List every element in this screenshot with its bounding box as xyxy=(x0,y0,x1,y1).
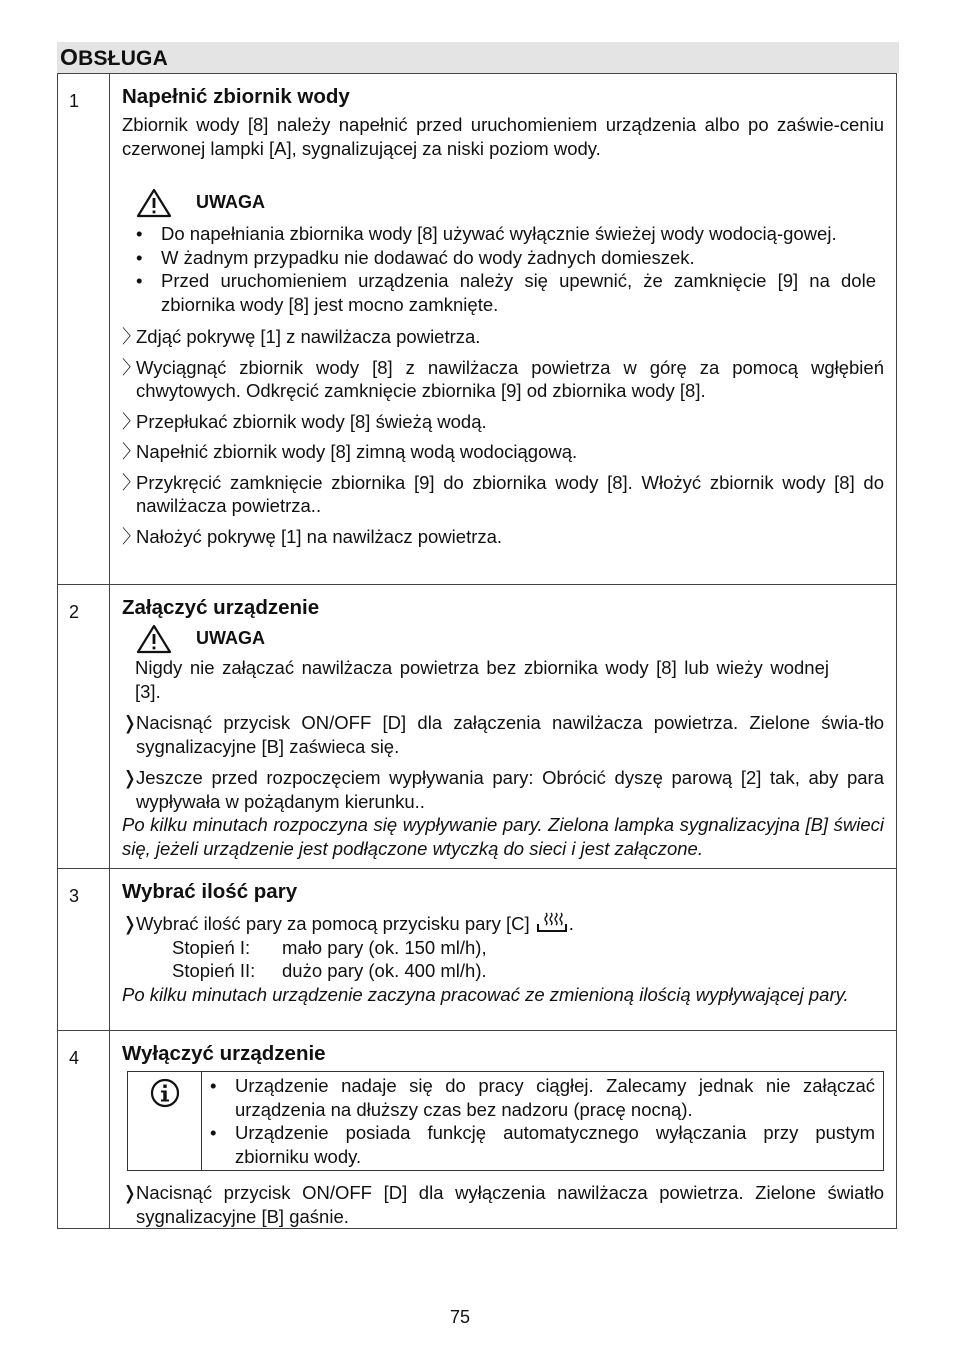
row-content xyxy=(110,1031,896,1228)
list-item: • Urządzenie posiada funkcję automatycznego wyłączania przy pustym zbiorniku wody. xyxy=(210,1122,875,1167)
warning-heading xyxy=(136,188,884,218)
table-row xyxy=(58,584,896,868)
info-text xyxy=(202,1072,883,1170)
table-row xyxy=(58,1030,896,1228)
row-content xyxy=(110,585,896,868)
step-number: 3 xyxy=(58,869,110,1030)
instruction-step: ❭Nacisnąć przycisk ON/OFF [D] dla załączenia nawilżacza powietrza. Zielone świa-tło sygnalizacyjne [B] zaświeca się. xyxy=(122,712,884,757)
list-item: • Urządzenie nadaje się do pracy ciągłej. Zalecamy jednak nie załączać urządzenia na dłuższy czas bez nadzoru (pracę nocną). xyxy=(210,1075,875,1120)
info-list xyxy=(210,1074,875,1168)
instruction-step: 〉Napełnić zbiornik wody [8] zimną wodą wodociągową. xyxy=(122,441,578,462)
section-title: Wyłączyć urządzenie xyxy=(122,1042,326,1065)
section-title: Wybrać ilość pary xyxy=(122,880,298,903)
step-number: 1 xyxy=(58,74,110,584)
step-number: 4 xyxy=(58,1031,110,1228)
warning-heading xyxy=(136,624,884,654)
instruction-step: 〉Przykręcić zamknięcie zbiornika [9] do zbiornika wody [8]. Włożyć zbiornik wody [8] do nawilżacza powietrza.. xyxy=(122,471,884,516)
info-icon xyxy=(150,1078,180,1108)
warning-list xyxy=(136,222,876,316)
list-item: • Przed uruchomieniem urządzenia należy się upewnić, że zamknięcie [9] na dole zbiornika wody [8] jest mocno zamknięte. xyxy=(136,270,876,315)
instruction-step: 〉Nałożyć pokrywę [1] na nawilżacz powietrza. xyxy=(122,525,503,547)
level-row: Stopień II: dużo pary (ok. 400 ml/h). xyxy=(172,960,487,981)
instruction-step: ❭Nacisnąć przycisk ON/OFF [D] dla wyłączenia nawilżacza powietrza. Zielone światło sygnalizacyjne [B] gaśnie. xyxy=(122,1182,884,1227)
instruction-table xyxy=(57,73,897,1229)
step-number: 2 xyxy=(58,585,110,868)
instruction-step: ❭Jeszcze przed rozpoczęciem wypływania pary: Obrócić dyszę parową [2] tak, aby para wypływała w pożądanym kierunku.. xyxy=(122,767,884,812)
instruction-step: 〉Zdjąć pokrywę [1] z nawilżacza powietrza. xyxy=(122,326,481,347)
info-box xyxy=(127,1071,884,1171)
warning-label: UWAGA xyxy=(196,192,265,213)
list-item: • W żadnym przypadku nie dodawać do wody żadnych domieszek. xyxy=(136,246,695,268)
section-title: Załączyć urządzenie xyxy=(122,596,320,619)
level-row: Stopień I: mało pary (ok. 150 ml/h), xyxy=(172,936,487,958)
table-row xyxy=(58,868,896,1030)
section-title: Napełnić zbiornik wody xyxy=(122,85,350,108)
warning-text: Nigdy nie załączać nawilżacza powietrza bez zbiornika wody [8] lub wieży wodnej [3]. xyxy=(135,657,829,702)
instruction-step: 〉Przepłukać zbiornik wody [8] świeżą wodą. xyxy=(122,410,487,432)
info-icon-cell xyxy=(128,1072,202,1170)
steam-icon xyxy=(535,910,569,934)
intro-text: Zbiornik wody [8] należy napełnić przed uruchomieniem urządzenia albo po zaświe-ceniu czerwonej lampki [A], sygnalizującej za niski poziom wody. xyxy=(122,114,884,159)
warning-label: UWAGA xyxy=(196,628,265,649)
instruction-step: ❭Wybrać ilość pary za pomocą przycisku pary [C] . xyxy=(122,910,884,936)
list-item: • Do napełniania zbiornika wody [8] używać wyłącznie świeżej wody wodocią-gowej. xyxy=(136,223,837,244)
header-initial: O xyxy=(60,44,79,70)
row-content xyxy=(110,869,896,1030)
row-content xyxy=(110,74,896,584)
note-text: Po kilku minutach rozpoczyna się wypływanie pary. Zielona lampka sygnalizacyjna [B] świeci się, jeżeli urządzenie jest podłączone wtyczką do sieci i jest załączone. xyxy=(122,814,884,859)
header-rest: BSŁUGA xyxy=(78,47,168,70)
page-number: 75 xyxy=(449,1307,471,1327)
table-row xyxy=(58,73,896,584)
warning-triangle-icon xyxy=(136,624,172,654)
note-text: Po kilku minutach urządzenie zaczyna pracować ze zmienioną ilością wypływającej pary. xyxy=(122,983,849,1005)
instruction-step: 〉Wyciągnąć zbiornik wody [8] z nawilżacza powietrza w górę za pomocą wgłębień chwytowych. Odkręcić zamknięcie zbiornika [9] od zbiornika wody [8]. xyxy=(122,356,884,401)
warning-triangle-icon xyxy=(136,188,172,218)
section-header xyxy=(57,42,899,73)
